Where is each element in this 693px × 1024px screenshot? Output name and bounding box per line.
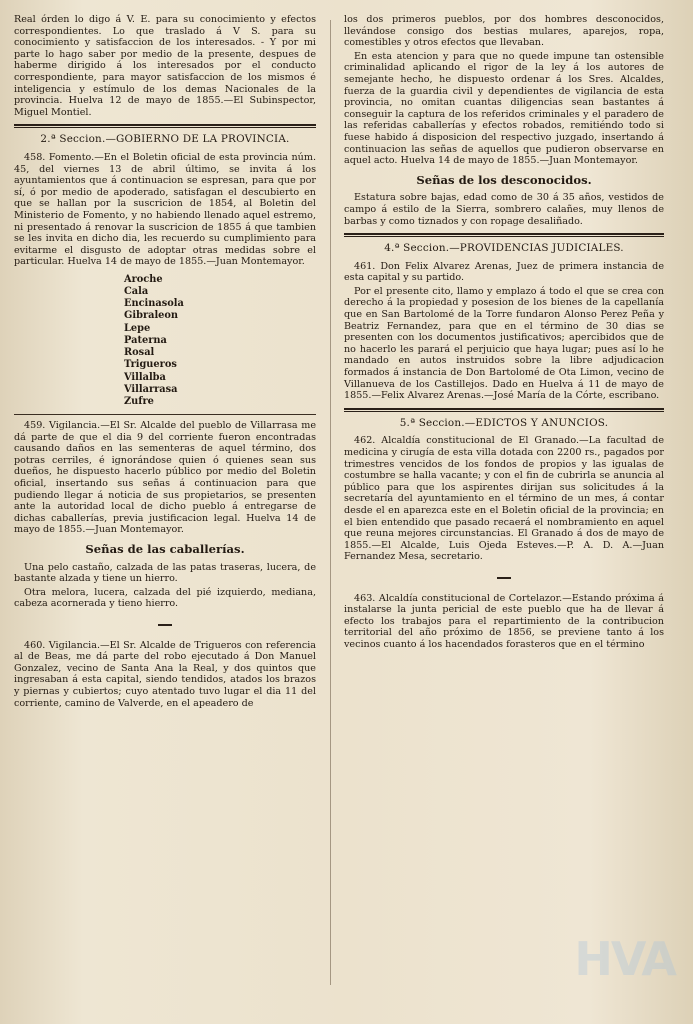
paragraph-real-orden: Real órden lo digo á V. E. para su conocimiento y efectos correspondientes. Lo que traslado á V S. para su conocimiento y satisfaccion de los interesados. - Y por mi parte lo hago saber por medio de la presente, despues de haberme dirigido á los interesados por el conducto correspondiente, para mayor satisfaccion de los mismos é inteligencia y estímulo de los demas Nacionales de la provincia. Huelva 12 de mayo de 1855.—El Subinspector, Miguel Montiel. <box>14 14 316 118</box>
town-item: Aroche <box>124 273 163 285</box>
section-divider <box>14 124 316 128</box>
short-dash-divider <box>344 571 664 583</box>
divider <box>14 414 316 415</box>
paragraph-462: 462. Alcaldía constitucional de El Granado.—La facultad de medicina y cirugía de esta villa dotada con 2200 rs., pagados por trimestres vencidos de los fondos de propios y las igualas de costumbre se halla vacante; y con el fin de cubrirla se anuncia al público para que los aspirentes dirijan sus solicitudes á la secretaría del ayuntamiento en el término de un mes, á contar desde el en aparezca este en el Boletin oficial de la provincia; en el bien entendido que pasado recaerá el nombramiento en aquel que reuna mejores circunstancias. El Granado á dos de mayo de 1855.—El Alcalde, Luis Ojeda Esteves.—P. A. D. A.—Juan Fernandez Mesa, secretario. <box>344 435 664 563</box>
paragraph-458: 458. Fomento.—En el Boletin oficial de esta provincia núm. 45, del viernes 13 de abril último, se invita á los ayuntamientos que á continuacion se espresan, para que por sí, ó por medio de apoderado, satisfagan el descubierto en que se hallan por la suscricion de 1854, al Boletin del Ministerio de Fomento, y no habiendo llenado aquel estremo, ni presentado á renovar la suscricion de 1855 á que tambien se les invita en dicho dia, les recuerdo su cumplimiento para evitarme el disgusto de adoptar otras medidas sobre el particular. Huelva 14 de mayo de 1855.—Juan Montemayor. <box>14 151 316 268</box>
watermark-logo: HVA <box>574 932 675 986</box>
column-gutter-line <box>330 20 331 985</box>
right-column <box>344 14 664 653</box>
paragraph-460-continued: los dos primeros pueblos, por dos hombres desconocidos, llevándose consigo dos bestias mulares, aparejos, ropa, comestibles y otros efectos que llevaban. <box>344 14 664 49</box>
paragraph-459: 459. Vigilancia.—El Sr. Alcalde del pueblo de Villarrasa me dá parte de que el dia 9 del corriente fueron encontradas causando daños en las sementeras de aquel término, dos potras cerriles, é ignorándose quien ó quienes sean sus dueños, he dispuesto hacerlo público por medio del Boletin oficial, insertando sus señas á continuacion para que pudiendo llegar á noticia de sus propietarios, se presenten ante la autoridad local de dicho pueblo á entregarse de dichas caballerías, previa justificacion legal. Huelva 14 de mayo de 1855.—Juan Montemayor. <box>14 420 316 536</box>
town-item: Rosal <box>124 347 155 359</box>
paragraph-463: 463. Alcaldía constitucional de Cortelazor.—Estando próxima á instalarse la junta pericial de este pueblo que ha de llevar á efecto los trabajos para el repartimiento de la contribucion territorial del año próximo de 1856, se previene tanto á los vecinos cuanto á los hacendados forasteros que en el término <box>344 592 664 650</box>
paragraph-caballeria-2: Otra melora, lucera, calzada del pié izquierdo, mediana, cabeza acornerada y tieno hierro. <box>14 586 316 610</box>
paragraph-caballeria-1: Una pelo castaño, calzada de las patas traseras, lucera, de bastante alzada y tiene un hierro. <box>14 561 316 585</box>
left-column <box>14 14 316 711</box>
town-item: Villalba <box>124 371 166 383</box>
section-heading-providencias: 4.ª Seccion.—PROVIDENCIAS JUDICIALES. <box>384 242 624 255</box>
section-divider <box>344 408 664 412</box>
town-item: Villarrasa <box>124 383 178 395</box>
town-item: Gibraleon <box>124 310 179 322</box>
town-item: Encinasola <box>124 298 184 310</box>
paragraph-460-order: En esta atencion y para que no quede impune tan ostensible criminalidad aplicando el rigor de la ley á los autores de semejante hecho, he dispuesto ordenar á los Sres. Alcaldes, fuerza de la guardia civil y dependientes de vigilancia de esta provincia, no omitan cuantas diligencias sean bastantes á conseguir la captura de los referidos criminales y el paradero de las referidas caballerías y efectos robados, remitiéndo todo si fuese habido á disposicion del respectivo juzgado, insertando á continuacion las señas de aquellos que pudieron observarse en aquel acto. Huelva 14 de mayo de 1855.—Juan Montemayor. <box>344 50 664 167</box>
town-list <box>124 274 316 408</box>
subheading-caballerias: Señas de las caballerías. <box>85 542 245 557</box>
town-item: Lepe <box>124 322 151 334</box>
town-item: Trigueros <box>124 359 177 371</box>
paragraph-460: 460. Vigilancia.—El Sr. Alcalde de Trigueros con referencia al de Beas, me dá parte del robo ejecutado á Don Manuel Gonzalez, vecino de Santa Ana la Real, y dos quintos que ingresaban á esta capital, siendo tendidos, atados los brazos y piernas y cubiertos; cuyo atentado tuvo lugar el dia 11 del corriente, camino de Valverde, en el apeadero de <box>14 639 316 709</box>
paragraph-461-title: 461. Don Felix Alvarez Arenas, Juez de primera instancia de esta capital y su partido. <box>344 260 664 284</box>
section-divider <box>344 233 664 237</box>
paragraph-461-body: Por el presente cito, llamo y emplazo á todo el que se crea con derecho á la propiedad y posesion de los bienes de la capellanía que en San Bartolomé de la Torre fundaron Alonso Perez Peña y Beatriz Fernandez, para que en el término de 30 dias se presenten con los documentos justificativos; apercibidos que de no hacerlo les parará el perjuicio que haya lugar; pues así lo he mandado en autos instruidos sobre la libre adjudicacion formados á instancia de Don Bartolomé de Ota Limon, vecino de Villanueva de los Castillejos. Dado en Huelva á 11 de mayo de 1855.—Felix Alvarez Arenas.—José María de la Córte, escribano. <box>344 285 664 402</box>
town-item: Paterna <box>124 334 167 346</box>
town-item: Cala <box>124 286 149 298</box>
section-heading-edictos: 5.ª Seccion.—EDICTOS Y ANUNCIOS. <box>399 416 609 429</box>
subheading-desconocidos: Señas de los desconocidos. <box>416 172 592 187</box>
paragraph-desconocidos: Estatura sobre bajas, edad como de 30 á 35 años, vestidos de campo á estilo de la Sierra, sombrero calañes, muy llenos de barbas y como tiznados y con ropage desaliñado. <box>344 192 664 227</box>
town-item: Zufre <box>124 395 154 407</box>
section-heading-gobierno: 2.ª Seccion.—GOBIERNO DE LA PROVINCIA. <box>40 133 290 146</box>
short-dash-divider <box>14 618 316 630</box>
